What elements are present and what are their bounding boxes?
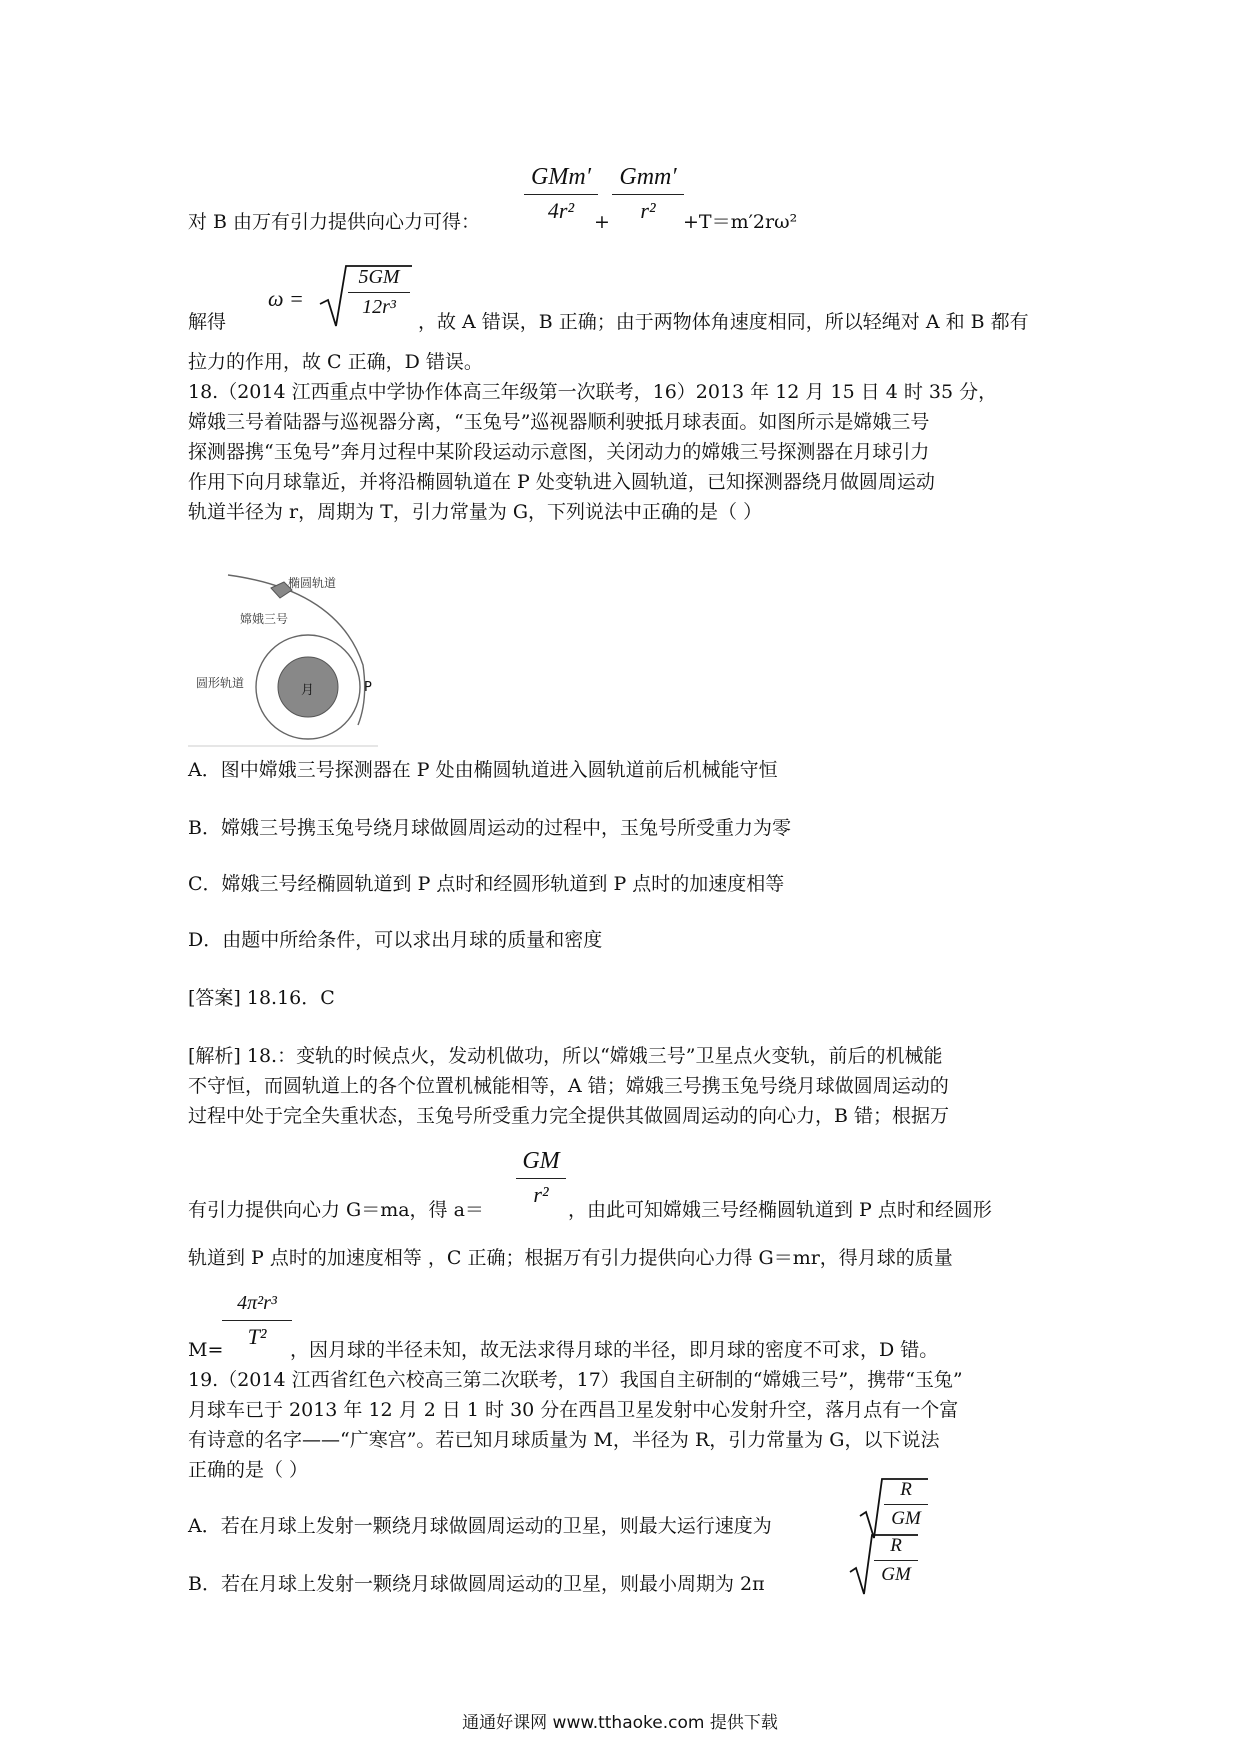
analysis-line: 有引力提供向心力 G＝ma，得 a＝	[188, 1199, 484, 1221]
fraction-denominator: 4r²	[547, 198, 575, 223]
radical-fraction	[874, 1534, 918, 1587]
analysis-line: M=	[188, 1339, 224, 1361]
fraction-gmm-4r2	[524, 162, 598, 225]
fraction-gmm-r2	[612, 162, 684, 225]
q18-line: 轨道半径为 r，周期为 T，引力常量为 G，下列说法中正确的是（ ）	[188, 501, 763, 523]
label-ellipse-orbit: 椭圆轨道	[288, 576, 337, 590]
fraction-denominator: T²	[247, 1324, 267, 1349]
fraction-bar	[884, 1504, 928, 1505]
option-b: B．嫦娥三号携玉兔号绕月球做圆周运动的过程中，玉兔号所受重力为零	[188, 817, 791, 839]
fraction-bar	[222, 1320, 292, 1321]
orbit-diagram	[188, 560, 378, 748]
text-line: 拉力的作用，故 C 正确，D 错误。	[188, 351, 483, 373]
fraction-gm-r2	[516, 1146, 566, 1209]
analysis-line: 过程中处于完全失重状态，玉兔号所受重力完全提供其做圆周运动的向心力，B 错；根据万	[188, 1105, 950, 1127]
label-circular-orbit: 圆形轨道	[196, 676, 245, 690]
q18-line: 嫦娥三号着陆器与巡视器分离，“玉兔号”巡视器顺利驶抵月球表面。如图所示是嫦娥三号	[188, 411, 930, 433]
fraction-bar	[874, 1560, 918, 1561]
radical-numerator: 5GM	[358, 266, 400, 288]
radical-denominator: 12r³	[362, 296, 396, 318]
label-moon: 月	[301, 683, 315, 698]
plus-sign: +	[594, 211, 610, 233]
radical-numerator: R	[890, 1535, 902, 1556]
omega-lhs: ω =	[268, 286, 304, 311]
fraction-bar	[524, 194, 598, 195]
sqrt-5gm-12r3	[318, 262, 414, 332]
q19-line: 正确的是（ ）	[188, 1459, 309, 1481]
label-probe: 嫦娥三号	[240, 612, 289, 626]
equation-suffix: +T＝m′2rω²	[683, 211, 798, 233]
option-d: D．由题中所给条件，可以求出月球的质量和密度	[188, 929, 603, 951]
text-line: 对 B 由万有引力提供向心力可得：	[188, 211, 481, 233]
answer: [答案] 18.16．C	[188, 987, 335, 1009]
fraction-denominator: r²	[533, 1182, 549, 1207]
radical-fraction	[884, 1478, 928, 1531]
fraction-numerator: 4π²r³	[237, 1292, 277, 1314]
q18-line: 探测器携“玉兔号”奔月过程中某阶段运动示意图，关闭动力的嫦娥三号探测器在月球引力	[188, 441, 930, 463]
sqrt-r-gm-b	[848, 1532, 920, 1598]
text-line: ，故 A 错误，B 正确；由于两物体角速度相同，所以轻绳对 A 和 B 都有	[418, 311, 1029, 333]
analysis-line-suffix: ，由此可知嫦娥三号经椭圆轨道到 P 点时和经圆形	[568, 1199, 992, 1221]
fraction-bar	[612, 194, 684, 195]
fraction-numerator: GM	[522, 1148, 560, 1174]
analysis-line: 轨道到 P 点时的加速度相等 ，C 正确；根据万有引力提供向心力得 G＝mr，得月球的质量	[188, 1247, 953, 1269]
radical-fraction	[348, 264, 410, 319]
label-p: P	[364, 680, 372, 695]
q19-line: 月球车已于 2013 年 12 月 2 日 1 时 30 分在西昌卫星发射中心发射升空，落月点有一个富	[188, 1399, 959, 1421]
q18-line: 作用下向月球靠近，并将沿椭圆轨道在 P 处变轨进入圆轨道，已知探测器绕月做圆周运动	[188, 471, 935, 493]
radical-numerator: R	[900, 1479, 912, 1500]
radical-denominator: GM	[881, 1564, 911, 1585]
fraction-denominator: r²	[640, 198, 656, 223]
fraction-numerator: GMm′	[531, 164, 591, 190]
q19-line: 有诗意的名字——“广寒宫”。若已知月球质量为 M，半径为 R，引力常量为 G，以下说法	[188, 1429, 940, 1451]
q19-line: 19.（2014 江西省红色六校高三第二次联考，17）我国自主研制的“嫦娥三号”，携带“玉兔”	[188, 1369, 963, 1391]
analysis-line: [解析] 18.：变轨的时候点火，发动机做功，所以“嫦娥三号”卫星点火变轨，前后的机械能	[188, 1045, 943, 1067]
text-line: 解得	[188, 311, 227, 333]
fraction-bar	[348, 292, 410, 293]
analysis-line: 不守恒，而圆轨道上的各个位置机械能相等，A 错；嫦娥三号携玉兔号绕月球做圆周运动的	[188, 1075, 949, 1097]
q19-option-a: A．若在月球上发射一颗绕月球做圆周运动的卫星，则最大运行速度为	[188, 1515, 772, 1537]
analysis-line-suffix: ，因月球的半径未知，故无法求得月球的半径，即月球的密度不可求，D 错。	[290, 1339, 939, 1361]
radical-denominator: GM	[891, 1508, 921, 1529]
q18-line: 18.（2014 江西重点中学协作体高三年级第一次联考，16）2013 年 12 月 15 日 4 时 35 分，	[188, 381, 998, 403]
fraction-mass	[222, 1288, 292, 1351]
option-c: C．嫦娥三号经椭圆轨道到 P 点时和经圆形轨道到 P 点时的加速度相等	[188, 873, 785, 895]
q19-option-b: B．若在月球上发射一颗绕月球做圆周运动的卫星，则最小周期为 2π	[188, 1573, 765, 1595]
page-footer: 通通好课网 www.tthaoke.com 提供下载	[462, 1713, 778, 1733]
fraction-bar	[516, 1178, 566, 1179]
option-a: A．图中嫦娥三号探测器在 P 处由椭圆轨道进入圆轨道前后机械能守恒	[188, 759, 778, 781]
fraction-numerator: Gmm′	[619, 164, 677, 190]
orbit-diagram-svg	[188, 560, 378, 748]
